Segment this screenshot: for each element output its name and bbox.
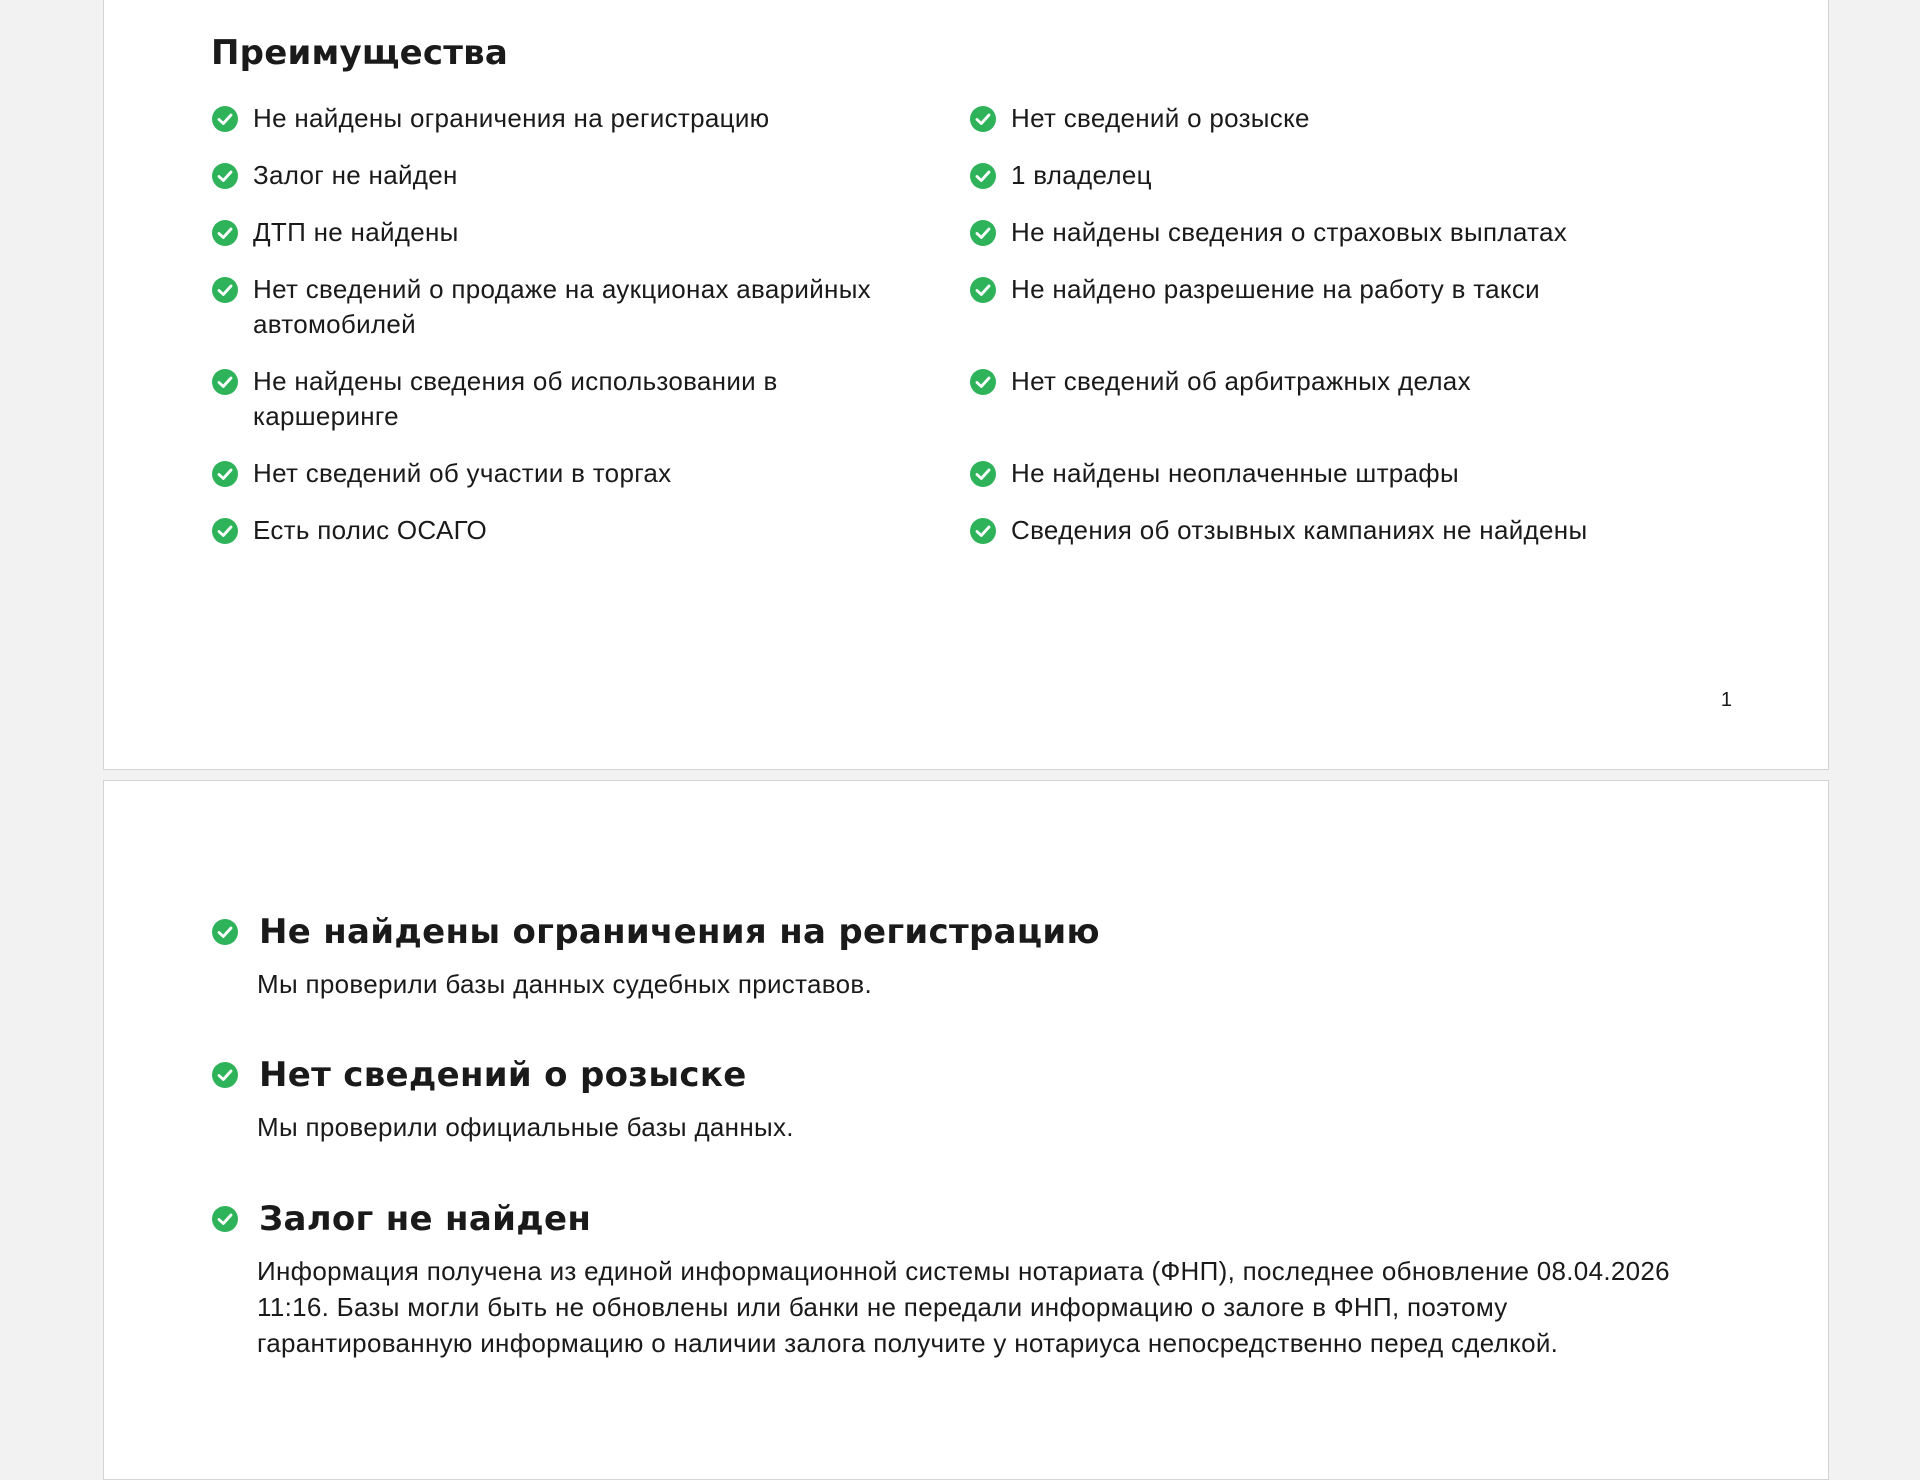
advantage-item — [211, 158, 969, 215]
advantage-item — [969, 272, 1749, 364]
advantage-item — [211, 101, 969, 158]
check-circle-icon — [211, 460, 239, 488]
detail-description: Мы проверили официальные базы данных. — [257, 1112, 794, 1142]
check-circle-icon — [969, 517, 997, 545]
advantage-label: Не найдено разрешение на работу в такси — [1011, 274, 1540, 304]
detail-section — [211, 912, 1751, 1002]
advantage-label: Нет сведений об арбитражных делах — [1011, 366, 1471, 396]
check-circle-icon — [969, 276, 997, 304]
check-circle-icon — [211, 276, 239, 304]
advantage-item — [969, 101, 1749, 158]
advantage-label: Нет сведений об участии в торгах — [253, 458, 672, 488]
advantage-label: Не найдены ограничения на регистрацию — [253, 103, 770, 133]
advantage-item — [211, 215, 969, 272]
check-circle-icon — [211, 918, 239, 946]
advantage-label: 1 владелец — [1011, 160, 1152, 190]
check-circle-icon — [211, 162, 239, 190]
advantage-item — [969, 364, 1749, 456]
check-circle-icon — [211, 105, 239, 133]
check-circle-icon — [211, 368, 239, 396]
detail-section — [211, 1055, 1751, 1145]
report-page-1 — [103, 0, 1829, 770]
detail-section — [211, 1199, 1751, 1361]
advantage-label: Нет сведений о розыске — [1011, 103, 1310, 133]
detail-title: Не найдены ограничения на регистрацию — [259, 912, 1100, 952]
check-circle-icon — [969, 460, 997, 488]
advantage-label: Не найдены сведения о страховых выплатах — [1011, 217, 1568, 247]
detail-description: Информация получена из единой информационной системы нотариата (ФНП), последнее обновление 08.04.2026 11:16. Базы могли быть не обновлены или банки не передали информацию о залоге в ФНП, поэтому гарантированную информацию о наличии залога получите у нотариуса непосредственно перед сделкой. — [257, 1256, 1670, 1358]
check-circle-icon — [211, 1205, 239, 1233]
advantage-label: Не найдены сведения об использовании в каршеринге — [253, 366, 778, 431]
detail-title: Залог не найден — [259, 1199, 592, 1239]
page-number: 1 — [1720, 689, 1732, 711]
check-circle-icon — [969, 368, 997, 396]
check-circle-icon — [211, 517, 239, 545]
advantage-label: Нет сведений о продаже на аукционах аварийных автомобилей — [253, 274, 871, 339]
check-circle-icon — [969, 219, 997, 247]
advantage-item — [969, 158, 1749, 215]
advantage-item — [211, 272, 969, 364]
advantage-label: Сведения об отзывных кампаниях не найдены — [1011, 515, 1588, 545]
advantages-title: Преимущества — [211, 33, 508, 73]
advantage-label: Не найдены неоплаченные штрафы — [1011, 458, 1459, 488]
advantage-label: Есть полис ОСАГО — [253, 515, 488, 545]
check-circle-icon — [211, 219, 239, 247]
check-circle-icon — [211, 1061, 239, 1089]
check-circle-icon — [969, 105, 997, 133]
advantage-item — [211, 456, 969, 513]
advantage-label: ДТП не найдены — [253, 217, 459, 247]
advantage-label: Залог не найден — [253, 160, 458, 190]
advantage-item — [969, 215, 1749, 272]
detail-description: Мы проверили базы данных судебных приставов. — [257, 969, 872, 999]
advantage-item — [969, 513, 1749, 570]
advantage-item — [211, 364, 969, 456]
advantages-list — [211, 101, 1771, 570]
detail-title: Нет сведений о розыске — [259, 1055, 747, 1095]
advantage-item — [969, 456, 1749, 513]
advantage-item — [211, 513, 969, 570]
report-page-2 — [103, 780, 1829, 1480]
check-circle-icon — [969, 162, 997, 190]
